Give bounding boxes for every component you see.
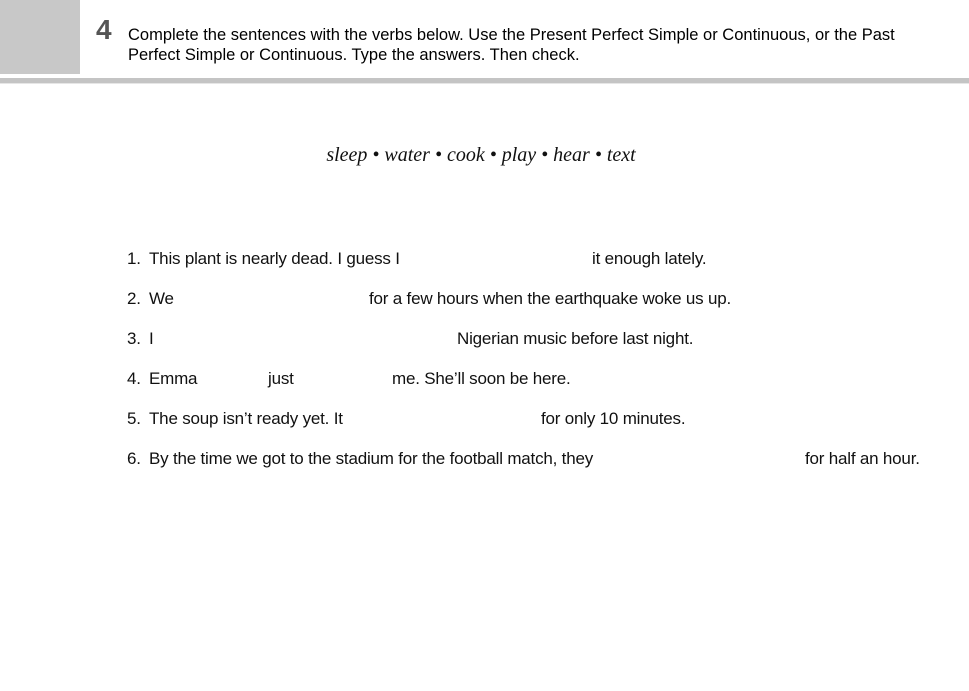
exercise-instructions: Complete the sentences with the verbs below. Use the Present Perfect Simple or Continuous, or the Past Perfect Simple or Continuous. Type the answers. Then check. [128, 26, 895, 64]
sentence-text-after: for a few hours when the earthquake woke us up. [369, 289, 731, 308]
exercise-header [0, 0, 969, 80]
answer-input-6[interactable] [618, 448, 798, 470]
sentence-text-after: it enough lately. [592, 249, 707, 268]
word-bank: sleep • water • cook • play • hear • text [326, 144, 636, 166]
answer-input-3[interactable] [160, 328, 450, 350]
sentence-text-after: for only 10 minutes. [541, 409, 686, 428]
sentence-number: 1. [127, 249, 141, 268]
sentence-text-after: for half an hour. [805, 449, 920, 468]
sentence-text-before: This plant is nearly dead. I guess I [149, 249, 400, 268]
sentence-number: 4. [127, 369, 141, 388]
header-tab [0, 0, 80, 74]
sentence-number: 6. [127, 449, 141, 468]
answer-input-1[interactable] [410, 248, 586, 270]
sentence-number: 3. [127, 329, 141, 348]
header-divider [0, 78, 969, 83]
sentence-number: 2. [127, 289, 141, 308]
answer-input-5[interactable] [354, 408, 534, 430]
sentence-text-before: Emma [149, 369, 198, 388]
sentence-text-before: We [149, 289, 174, 308]
sentence-text-after: me. She’ll soon be here. [392, 369, 571, 388]
sentence-text-middle: just [268, 369, 294, 388]
sentence-number: 5. [127, 409, 141, 428]
sentence-text-after: Nigerian music before last night. [457, 329, 694, 348]
answer-input-4b[interactable] [302, 368, 386, 390]
answer-input-4a[interactable] [202, 368, 262, 390]
sentence-text-before: The soup isn’t ready yet. It [149, 409, 343, 428]
sentence-text-before: By the time we got to the stadium for the football match, they [149, 449, 594, 468]
sentence-text-before: I [149, 329, 154, 348]
exercise-number: 4 [96, 14, 112, 45]
answer-input-2[interactable] [182, 288, 362, 310]
